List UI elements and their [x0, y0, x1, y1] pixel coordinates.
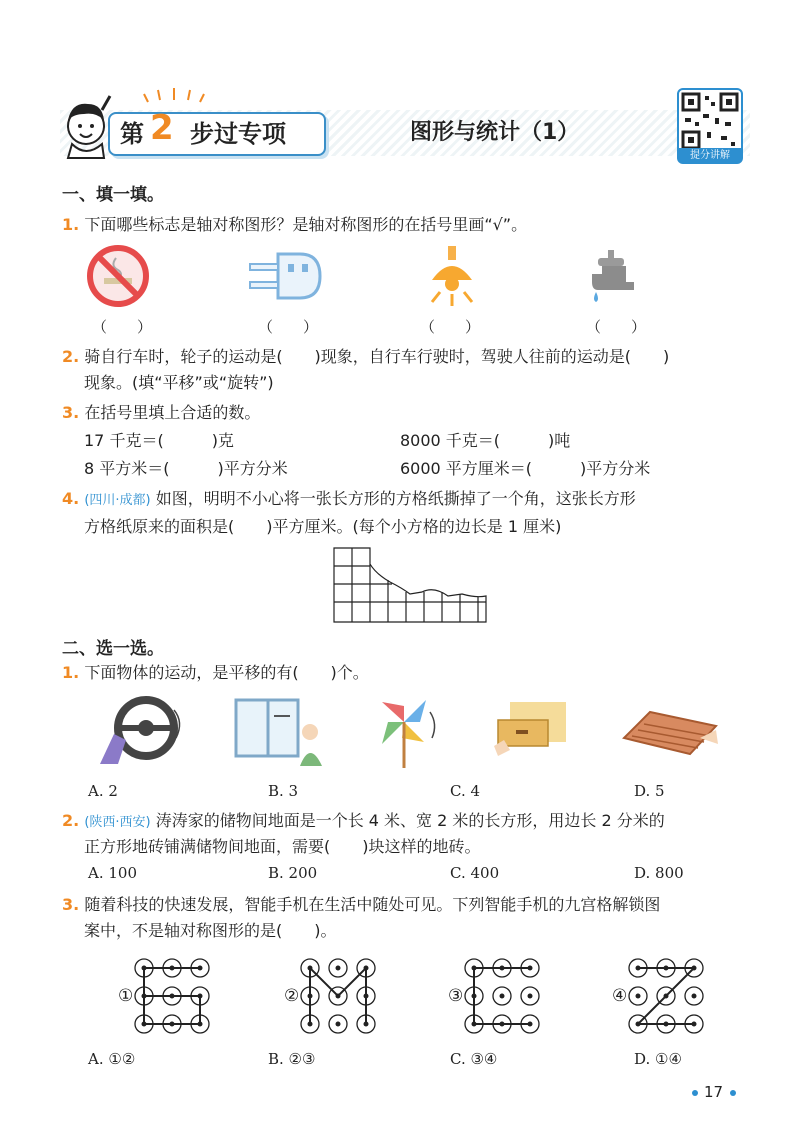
no-smoking-sign-icon: [86, 244, 150, 308]
question-text: 在括号里填上合适的数。: [84, 403, 261, 422]
question-1-1: [62, 214, 527, 236]
pattern-label: ②: [284, 986, 300, 1006]
page-dot-left: [692, 1090, 698, 1096]
unlock-pattern-2: [298, 956, 378, 1036]
answer-blank[interactable]: （ ）: [258, 318, 319, 336]
question-text: 现象。(填“平移”或“旋转”): [84, 373, 274, 392]
question-number: 2.: [62, 811, 80, 830]
option-c[interactable]: C. 400: [450, 864, 500, 882]
unlock-pattern-3: [462, 956, 542, 1036]
question-text: 骑自行车时，轮子的运动是( )现象，自行车行驶时，驾驶人往前的运动是( ): [84, 347, 670, 366]
option-a[interactable]: A. 100: [88, 864, 137, 882]
qr-code-icon: [681, 92, 739, 150]
option-b[interactable]: B. 200: [268, 864, 318, 882]
answer-blank[interactable]: （ ）: [420, 318, 481, 336]
lamp-sign-icon: [424, 244, 480, 310]
pattern-label: ①: [118, 986, 134, 1006]
page-dot-right: [730, 1090, 736, 1096]
question-1-3: [62, 402, 260, 424]
steering-wheel-icon: [96, 694, 188, 766]
step-suffix: 步过专项: [190, 120, 286, 148]
question-number: 4.: [62, 489, 80, 508]
section-heading-choose: 二、选一选。: [62, 639, 164, 659]
unlock-pattern-4: [626, 956, 706, 1036]
question-text: 案中，不是轴对称图形的是( )。: [84, 921, 337, 940]
option-c[interactable]: C. 4: [450, 782, 481, 800]
question-text: 如图，明明不小心将一张长方形的方格纸撕掉了一个角，这张长方形: [155, 489, 636, 508]
page-number: 17: [704, 1083, 724, 1101]
option-a[interactable]: A. ①②: [88, 1050, 136, 1068]
question-1-4: [62, 488, 636, 512]
qr-code[interactable]: [677, 88, 743, 154]
question-text: 随着科技的快速发展，智能手机在生活中随处可见。下列智能手机的九宫格解锁图: [84, 895, 661, 914]
power-plug-sign-icon: [244, 250, 324, 302]
section-heading-fill: 一、填一填。: [62, 185, 164, 205]
option-d[interactable]: D. 800: [634, 864, 684, 882]
option-b[interactable]: B. 3: [268, 782, 299, 800]
question-2-1: [62, 662, 369, 684]
question-text: 下面物体的运动，是平移的有( )个。: [84, 663, 369, 682]
conversion-item: 17 千克＝( )克: [84, 431, 234, 450]
pinwheel-icon: [374, 692, 440, 770]
conversion-item: 6000 平方厘米＝( )平方分米: [400, 459, 651, 478]
question-1-2: [62, 346, 669, 368]
torn-grid-figure: [330, 544, 490, 626]
step-number: 2: [150, 108, 174, 148]
step-prefix: 第: [120, 120, 144, 148]
sunrise-rays-icon: [140, 86, 210, 106]
answer-blank[interactable]: （ ）: [586, 318, 647, 336]
option-a[interactable]: A. 2: [88, 782, 118, 800]
option-c[interactable]: C. ③④: [450, 1050, 498, 1068]
page-title: 图形与统计（1）: [410, 120, 580, 145]
question-number: 3.: [62, 403, 80, 422]
conversion-item: 8000 千克＝( )吨: [400, 431, 571, 450]
abacus-icon: [620, 708, 720, 758]
conversion-item: 8 平方米＝( )平方分米: [84, 459, 288, 478]
drawer-icon: [490, 696, 570, 762]
option-b[interactable]: B. ②③: [268, 1050, 316, 1068]
unlock-pattern-1: [132, 956, 212, 1036]
water-tap-sign-icon: [582, 248, 638, 306]
answer-blank[interactable]: （ ）: [92, 318, 153, 336]
question-number: 1.: [62, 215, 80, 234]
option-d[interactable]: D. 5: [634, 782, 665, 800]
question-text: 涛涛家的储物间地面是一个长 4 米、宽 2 米的长方形，用边长 2 分米的: [155, 811, 665, 830]
question-text: 下面哪些标志是轴对称图形？是轴对称图形的在括号里画“√”。: [84, 215, 528, 234]
question-text: 正方形地砖铺满储物间地面，需要( )块这样的地砖。: [84, 837, 481, 856]
qr-label: 提分讲解: [677, 148, 743, 164]
sliding-window-icon: [232, 696, 324, 768]
question-number: 3.: [62, 895, 80, 914]
pattern-label: ④: [612, 986, 628, 1006]
question-2-2: [62, 810, 665, 834]
region-tag: (陕西·西安): [84, 815, 151, 830]
pattern-label: ③: [448, 986, 464, 1006]
option-d[interactable]: D. ①④: [634, 1050, 682, 1068]
question-2-3: [62, 894, 660, 916]
question-number: 1.: [62, 663, 80, 682]
question-text: 方格纸原来的面积是( )平方厘米。(每个小方格的边长是 1 厘米): [84, 517, 562, 536]
step-badge: [108, 108, 326, 156]
region-tag: (四川·成都): [84, 493, 151, 508]
question-number: 2.: [62, 347, 80, 366]
